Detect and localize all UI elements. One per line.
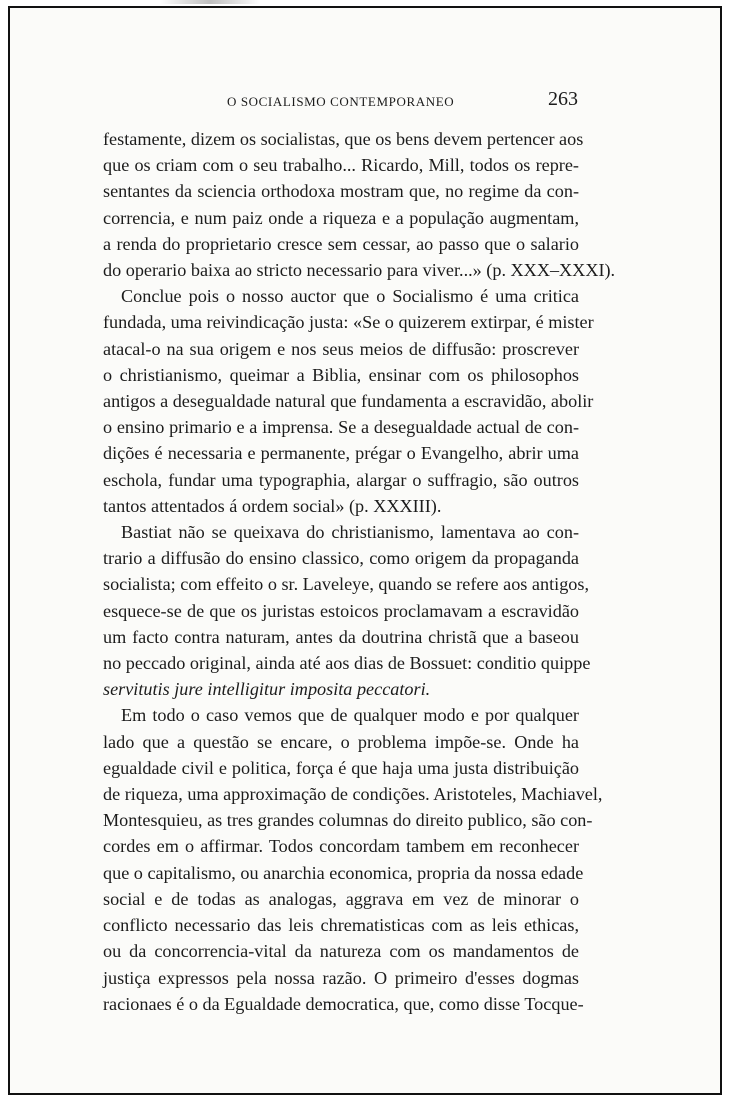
text-line: conflicto necessario das leis chrematisticas com as leis ethicas, (103, 915, 579, 936)
text-line: que os criam com o seu trabalho... Ricardo, Mill, todos os repre- (103, 155, 579, 176)
text-line: fundada, uma reivindicação justa: «Se o quizerem extirpar, é mister (103, 312, 594, 333)
text-line: correncia, e num paiz onde a riqueza e a população augmentam, (103, 207, 579, 228)
text-line: racionaes é o da Egualdade democratica, que, como disse Tocque- (103, 993, 584, 1014)
text-line: Em todo o caso vemos que de qualquer modo e por qualquer (121, 705, 579, 726)
text-line: que o capitalismo, ou anarchia economica, propria da nossa edade (103, 862, 584, 883)
running-title: O SOCIALISMO CONTEMPORANEO (227, 94, 455, 109)
text-line: socialista; com effeito o sr. Laveleye, quando se refere aos antigos, (103, 574, 590, 595)
text-line: Montesquieu, as tres grandes columnas do direito publico, são con- (103, 810, 593, 831)
text-line: Conclue pois o nosso auctor que o Socialismo é uma critica (121, 286, 579, 307)
text-line: do operario baixa ao stricto necessario para viver...» (p. XXX–XXXI). (103, 260, 616, 281)
page-number: 263 (548, 88, 578, 110)
text-line: cordes em o affirmar. Todos concordam tambem em reconhecer (103, 836, 579, 857)
scan-smudge (160, 0, 260, 4)
text-line: o christianismo, queimar a Biblia, ensinar com os philosophos (103, 364, 579, 385)
text-line: social e de todas as analogas, aggrava em vez de minorar o (103, 888, 579, 909)
text-line: um facto contra naturam, antes da doutrina christã que a baseou (103, 626, 579, 647)
text-line: antigos a desegualdade natural que fundamenta a escravidão, abolir (103, 391, 594, 412)
text-line: dições é necessaria e permanente, prégar o Evangelho, abrir uma (103, 443, 579, 464)
text-line: atacal-o na sua origem e nos seus meios de diffusão: proscrever (103, 338, 579, 359)
text-line: justiça expressos pela nossa razão. O primeiro d'esses dogmas (103, 967, 579, 988)
page-header (0, 88, 730, 118)
text-line: Bastiat não se queixava do christianismo, lamentava ao con- (121, 522, 579, 543)
text-line: eschola, fundar uma typographia, alargar o suffragio, são outros (103, 469, 579, 490)
text-line: esquece-se de que os juristas estoicos proclamavam a escravidão (103, 600, 579, 621)
body-text (103, 126, 616, 1017)
text-line: festamente, dizem os socialistas, que os bens devem pertencer aos (103, 129, 584, 149)
text-line: trario a diffusão do ensino classico, como origem da propaganda (103, 548, 579, 569)
text-line: egualdade civil e politica, força é que haja uma justa distribuição (103, 757, 579, 778)
text-line: no peccado original, ainda até aos dias de Bossuet: conditio quippe (103, 653, 591, 674)
text-line: sentantes da sciencia orthodoxa mostram que, no regime da con- (103, 181, 579, 202)
text-line: de riqueza, uma approximação de condições. Aristoteles, Machiavel, (103, 784, 603, 805)
text-line: o ensino primario e a imprensa. Se a desegualdade actual de con- (103, 417, 579, 438)
text-line: ou da concorrencia-vital da natureza com os mandamentos de (103, 941, 579, 962)
text-line: lado que a questão se encare, o problema impõe-se. Onde ha (103, 731, 579, 752)
text-line: servitutis jure intelligitur imposita peccatori. (103, 679, 431, 700)
text-line: a renda do proprietario cresce sem cessar, ao passo que o salario (103, 233, 579, 254)
text-line: tantos attentados á ordem social» (p. XXXIII). (103, 495, 442, 516)
